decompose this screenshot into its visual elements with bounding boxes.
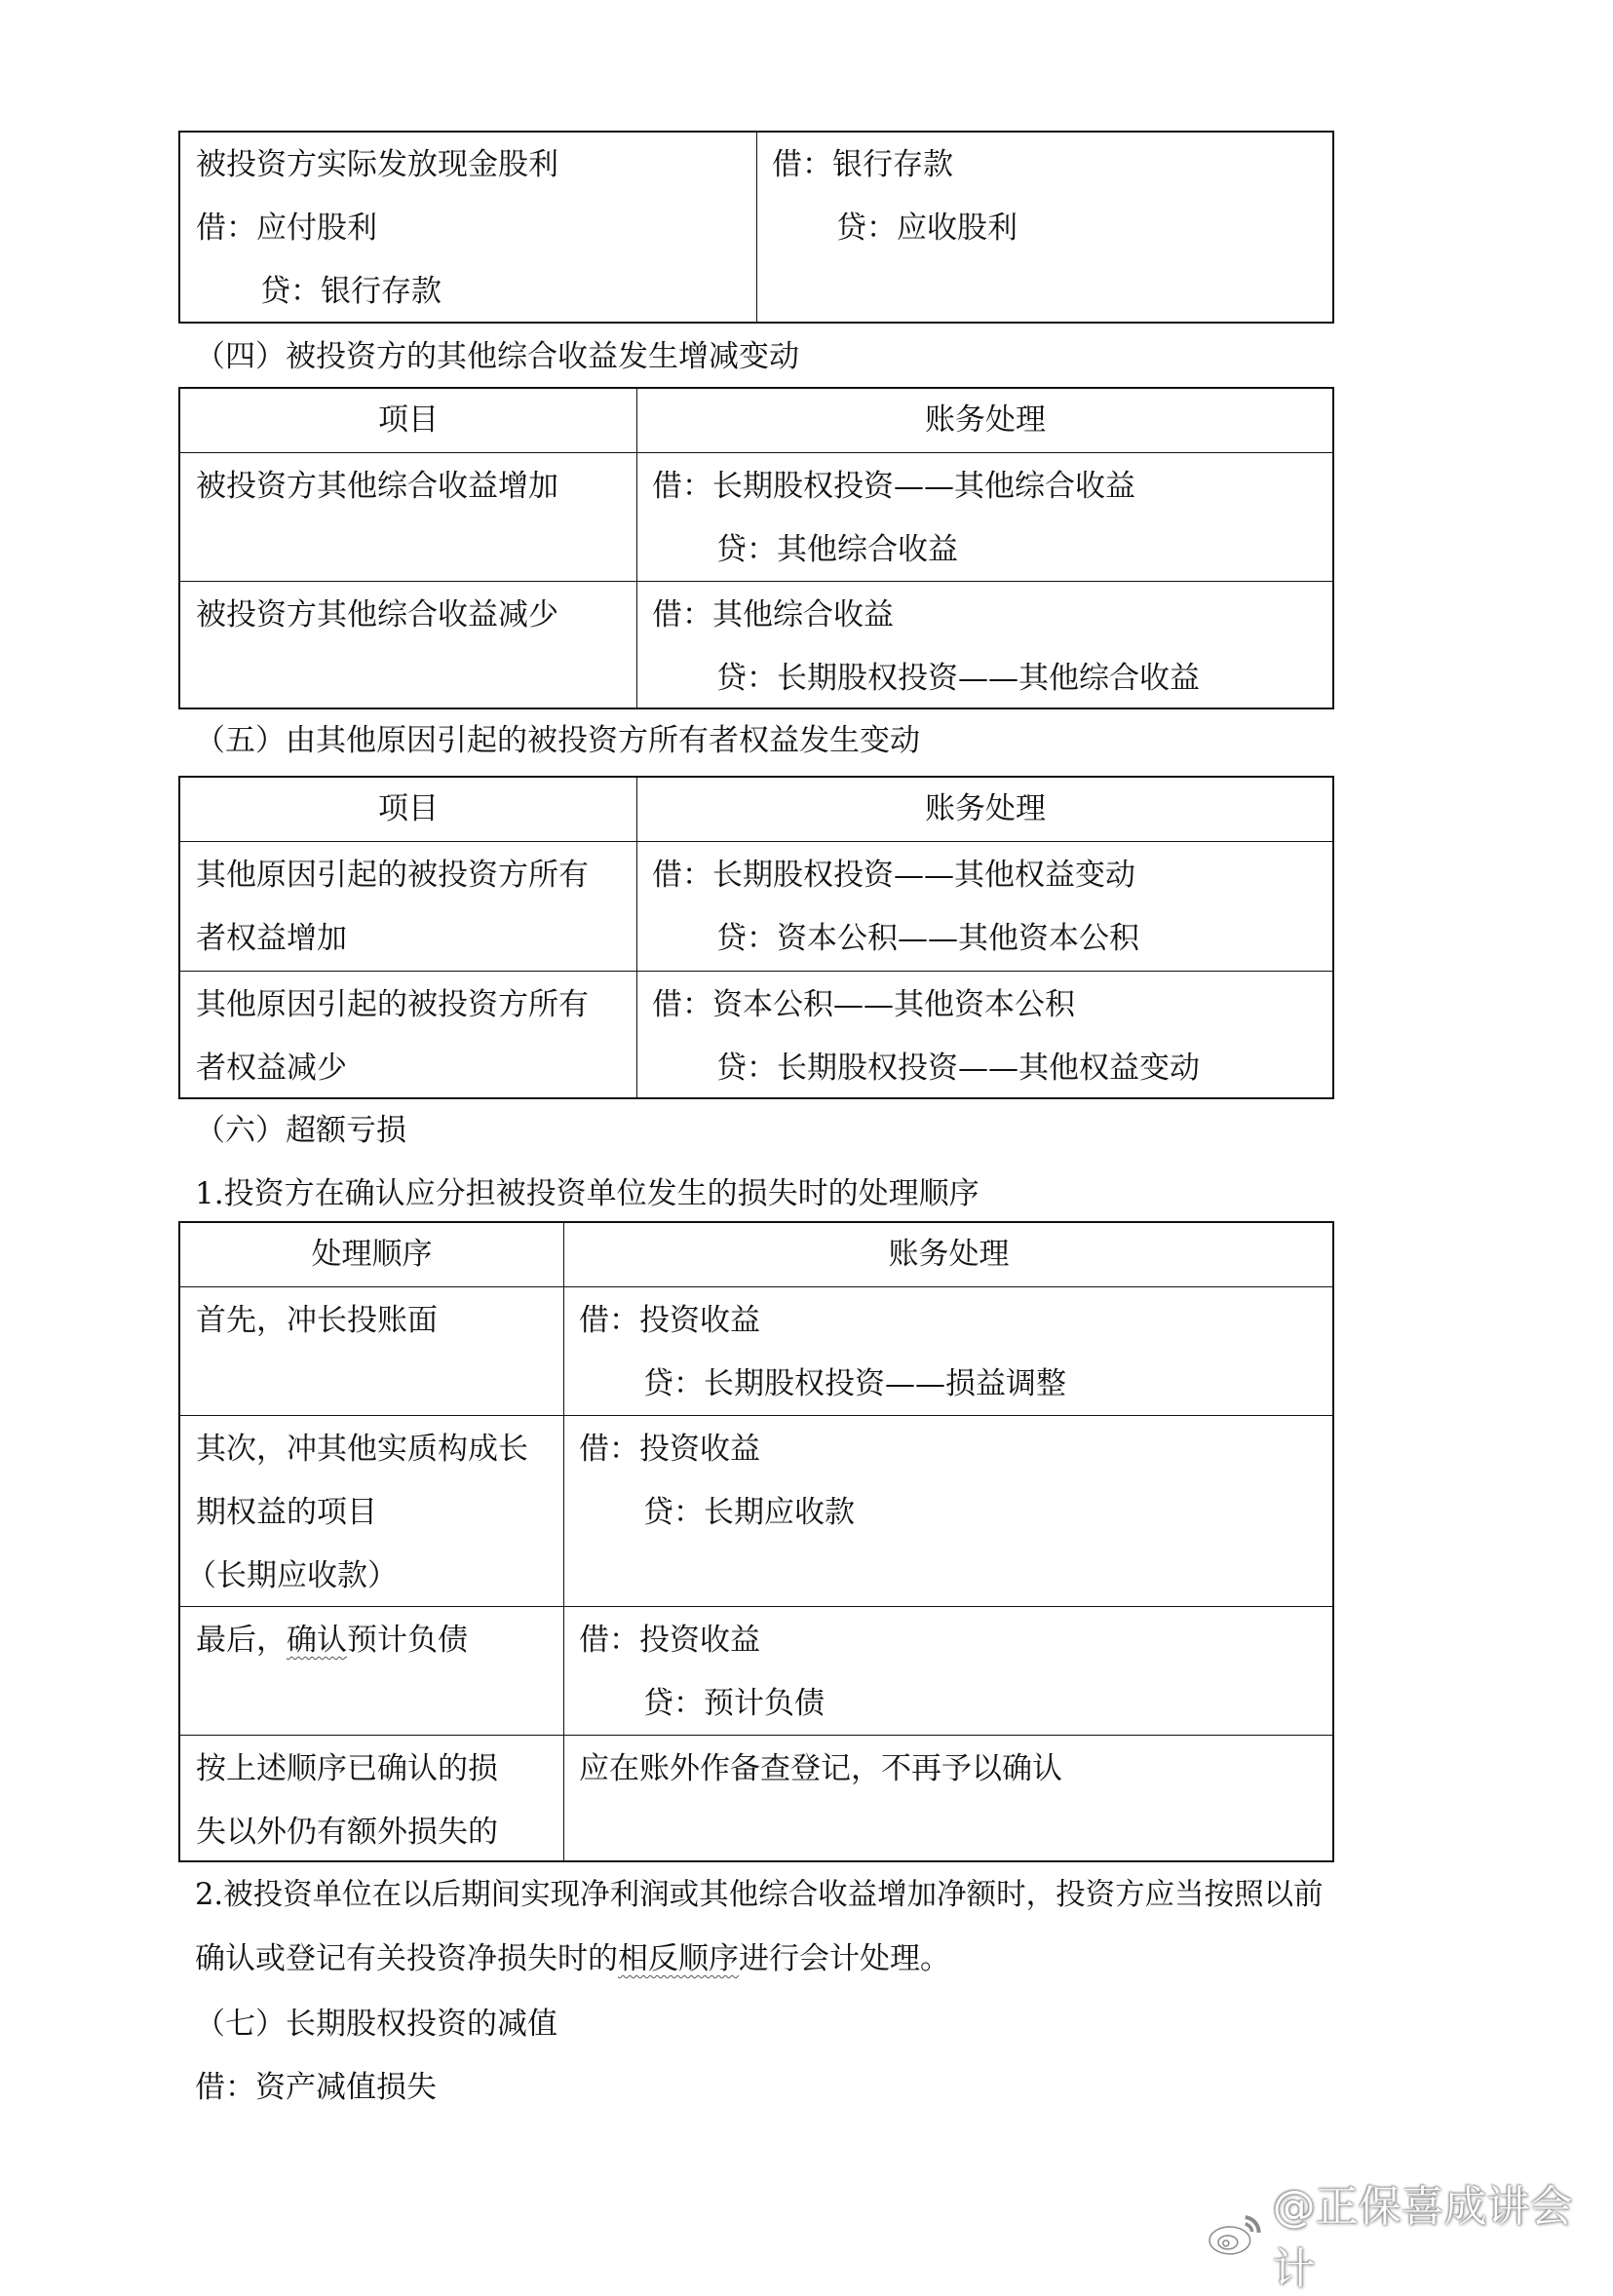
paragraph-line [195,1939,950,1978]
paragraph-text: 进行会计处理。 [739,1941,950,1976]
section-heading: （七）长期股权投资的减值 [195,2007,557,2042]
paragraph-line: 2.被投资单位在以后期间实现净利润或其他综合收益增加净额时，投资方应当按照以前 [195,1878,1324,1912]
row-item: 期权益的项目 [196,1495,377,1530]
row-item-marked-text: 确认 [287,1623,347,1658]
watermark [1207,2182,1613,2294]
column-header-entry: 账务处理 [925,402,1046,438]
journal-entry: 借：资产减值损失 [195,2070,437,2105]
row-item-prefix: 最后， [196,1623,287,1658]
row-item: 被投资方其他综合收益减少 [196,597,558,632]
row-divider [180,452,1332,453]
row-item: 失以外仍有额外损失的 [196,1815,498,1850]
row-item: 被投资方其他综合收益增加 [196,469,558,504]
row-item: 其次，冲其他实质构成长 [196,1432,528,1467]
dividend-payment-table [178,131,1334,324]
cell-text: 被投资方实际发放现金股利 [196,147,558,182]
row-entry-debit: 借：其他综合收益 [652,597,894,632]
row-item-suffix: 预计负债 [347,1623,468,1658]
row-item: 其他原因引起的被投资方所有 [196,987,589,1022]
paragraph-marked-text: 相反顺序 [618,1941,739,1976]
row-entry-debit: 借：资本公积——其他资本公积 [652,987,1075,1022]
row-divider [180,1735,1332,1736]
row-entry-credit: 贷：长期股权投资——损益调整 [643,1366,1066,1401]
cell-text: 贷：应收股利 [836,210,1018,246]
row-entry-credit: 贷：其他综合收益 [716,532,958,567]
row-entry-note: 应在账外作备查登记，不再予以确认 [579,1751,1062,1786]
section-heading: （四）被投资方的其他综合收益发生增减变动 [195,339,799,374]
row-item: 首先，冲长投账面 [196,1303,438,1338]
row-divider [180,971,1332,972]
section-heading: （六）超额亏损 [195,1113,406,1148]
row-item: 者权益增加 [196,921,347,956]
row-entry-debit: 借：长期股权投资——其他综合收益 [652,469,1135,504]
excess-loss-order-table [178,1221,1334,1862]
row-item: （长期应收款） [186,1558,398,1593]
column-divider [563,1223,564,1860]
row-entry-debit: 借：长期股权投资——其他权益变动 [652,858,1135,893]
cell-text: 借：应付股利 [196,210,377,246]
column-header-entry: 账务处理 [888,1237,1010,1272]
row-entry-credit: 贷：长期应收款 [643,1495,855,1530]
other-equity-change-table [178,776,1334,1099]
column-header-item: 项目 [378,791,439,826]
row-divider [180,1415,1332,1416]
row-entry-credit: 贷：长期股权投资——其他综合收益 [716,661,1200,696]
column-header-entry: 账务处理 [925,791,1046,826]
row-divider [180,1286,1332,1287]
row-item [196,1621,468,1660]
row-entry-debit: 借：投资收益 [579,1623,760,1658]
row-item: 其他原因引起的被投资方所有 [196,858,589,893]
row-entry-debit: 借：投资收益 [579,1303,760,1338]
oci-change-table [178,387,1334,709]
column-header-order: 处理顺序 [311,1237,433,1272]
row-entry-credit: 贷：长期股权投资——其他权益变动 [716,1051,1200,1086]
row-divider [180,841,1332,842]
watermark-text: @正保喜成讲会计 [1272,2182,1573,2294]
paragraph-text: 确认或登记有关投资净损失时的 [195,1941,618,1976]
row-entry-credit: 贷：资本公积——其他资本公积 [716,921,1139,956]
row-divider [180,581,1332,582]
row-entry-credit: 贷：预计负债 [643,1686,825,1721]
column-header-item: 项目 [378,402,439,438]
row-entry-debit: 借：投资收益 [579,1432,760,1467]
weibo-icon [1207,2209,1265,2258]
cell-text: 借：银行存款 [772,147,953,182]
row-item: 者权益减少 [196,1051,347,1086]
row-divider [180,1606,1332,1607]
row-item: 按上述顺序已确认的损 [196,1751,498,1786]
cell-text: 贷：银行存款 [260,274,442,309]
section-heading: （五）由其他原因引起的被投资方所有者权益发生变动 [195,723,920,758]
subsection-title: 1.投资方在确认应分担被投资单位发生的损失时的处理顺序 [195,1176,979,1211]
column-divider [756,133,757,322]
